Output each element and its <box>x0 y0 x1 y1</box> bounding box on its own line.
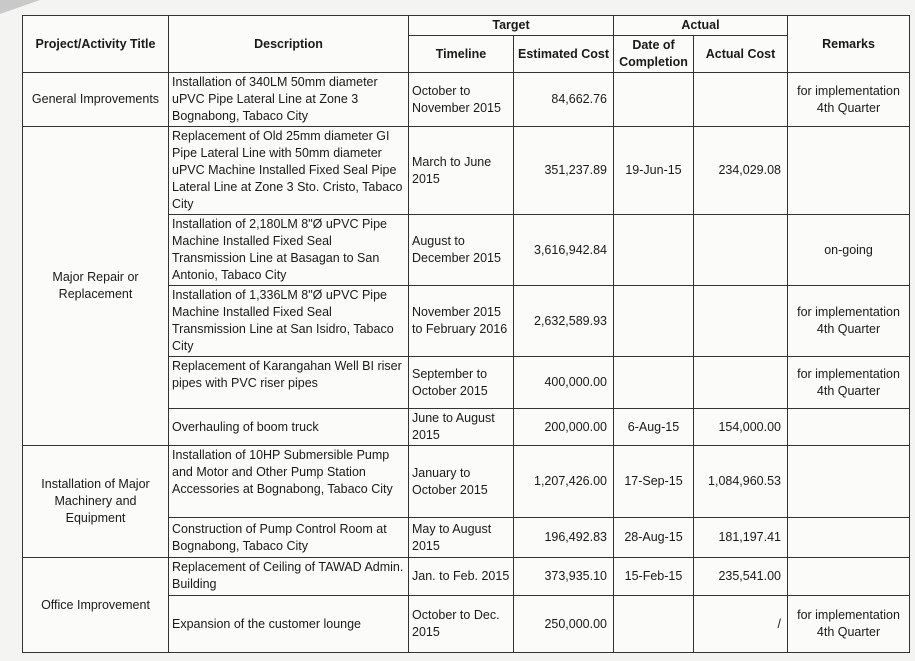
row-timeline: January to October 2015 <box>409 446 514 518</box>
row-timeline: September to October 2015 <box>409 357 514 409</box>
header-timeline: Timeline <box>409 36 514 73</box>
row-actual-cost <box>694 286 788 357</box>
row-remarks: on-going <box>788 215 910 286</box>
table-row <box>23 127 910 215</box>
row-actual-cost: 234,029.08 <box>694 127 788 215</box>
row-date <box>614 73 694 127</box>
row-actual-cost: / <box>694 596 788 653</box>
row-actual-cost <box>694 357 788 409</box>
header-project: Project/Activity Title <box>23 16 169 73</box>
header-target: Target <box>409 16 614 36</box>
row-actual-cost: 181,197.41 <box>694 518 788 558</box>
row-remarks: for implementation 4th Quarter <box>788 596 910 653</box>
row-date <box>614 215 694 286</box>
page-corner-fold <box>0 0 40 14</box>
row-description: Installation of 1,336LM 8"Ø uPVC Pipe Machine Installed Fixed Seal Transmission Line at San Isidro, Tabaco City <box>169 286 409 357</box>
row-timeline: November 2015 to February 2016 <box>409 286 514 357</box>
row-timeline: August to December 2015 <box>409 215 514 286</box>
row-timeline: March to June 2015 <box>409 127 514 215</box>
row-remarks: for implementation 4th Quarter <box>788 286 910 357</box>
row-timeline: May to August 2015 <box>409 518 514 558</box>
row-estimated-cost: 84,662.76 <box>514 73 614 127</box>
header-date-completion: Date of Completion <box>614 36 694 73</box>
row-description: Installation of 340LM 50mm diameter uPVC Pipe Lateral Line at Zone 3 Bognabong, Tabaco City <box>169 73 409 127</box>
row-estimated-cost: 200,000.00 <box>514 409 614 446</box>
row-timeline: October to November 2015 <box>409 73 514 127</box>
row-date <box>614 357 694 409</box>
row-timeline: Jan. to Feb. 2015 <box>409 558 514 596</box>
row-remarks <box>788 127 910 215</box>
row-remarks <box>788 409 910 446</box>
row-remarks: for implementation 4th Quarter <box>788 357 910 409</box>
table-row <box>23 558 910 596</box>
table-row <box>23 73 910 127</box>
row-description: Installation of 10HP Submersible Pump and Motor and Other Pump Station Accessories at Bognabong, Tabaco City <box>169 446 409 518</box>
table-row <box>23 446 910 518</box>
row-actual-cost: 1,084,960.53 <box>694 446 788 518</box>
row-timeline: June to August 2015 <box>409 409 514 446</box>
row-estimated-cost: 2,632,589.93 <box>514 286 614 357</box>
row-estimated-cost: 351,237.89 <box>514 127 614 215</box>
row-date <box>614 286 694 357</box>
projects-table <box>22 15 910 653</box>
row-estimated-cost: 196,492.83 <box>514 518 614 558</box>
row-description: Replacement of Old 25mm diameter GI Pipe Lateral Line with 50mm diameter uPVC Machine Installed Fixed Seal Pipe Lateral Line at Zone 3 Sto. Cristo, Tabaco City <box>169 127 409 215</box>
row-description: Replacement of Karangahan Well BI riser pipes with PVC riser pipes <box>169 357 409 409</box>
row-remarks <box>788 558 910 596</box>
row-date: 15-Feb-15 <box>614 558 694 596</box>
row-date: 17-Sep-15 <box>614 446 694 518</box>
row-date: 28-Aug-15 <box>614 518 694 558</box>
row-estimated-cost: 400,000.00 <box>514 357 614 409</box>
group-title: Installation of Major Machinery and Equipment <box>23 446 169 558</box>
header-description: Description <box>169 16 409 73</box>
header-actual-cost: Actual Cost <box>694 36 788 73</box>
row-timeline: October to Dec. 2015 <box>409 596 514 653</box>
row-estimated-cost: 1,207,426.00 <box>514 446 614 518</box>
row-date <box>614 596 694 653</box>
row-estimated-cost: 3,616,942.84 <box>514 215 614 286</box>
row-remarks <box>788 518 910 558</box>
header-remarks: Remarks <box>788 16 910 73</box>
row-remarks <box>788 446 910 518</box>
row-actual-cost <box>694 73 788 127</box>
row-date: 19-Jun-15 <box>614 127 694 215</box>
group-title: Office Improvement <box>23 558 169 653</box>
row-description: Overhauling of boom truck <box>169 409 409 446</box>
row-actual-cost: 235,541.00 <box>694 558 788 596</box>
row-actual-cost: 154,000.00 <box>694 409 788 446</box>
row-actual-cost <box>694 215 788 286</box>
row-description: Construction of Pump Control Room at Bognabong, Tabaco City <box>169 518 409 558</box>
row-description: Replacement of Ceiling of TAWAD Admin. Building <box>169 558 409 596</box>
row-estimated-cost: 373,935.10 <box>514 558 614 596</box>
row-description: Expansion of the customer lounge <box>169 596 409 653</box>
header-estimated-cost: Estimated Cost <box>514 36 614 73</box>
row-estimated-cost: 250,000.00 <box>514 596 614 653</box>
row-description: Installation of 2,180LM 8"Ø uPVC Pipe Machine Installed Fixed Seal Transmission Line at Basagan to San Antonio, Tabaco City <box>169 215 409 286</box>
group-title: Major Repair or Replacement <box>23 127 169 446</box>
row-date: 6-Aug-15 <box>614 409 694 446</box>
header-actual: Actual <box>614 16 788 36</box>
row-remarks: for implementation 4th Quarter <box>788 73 910 127</box>
group-title: General Improvements <box>23 73 169 127</box>
